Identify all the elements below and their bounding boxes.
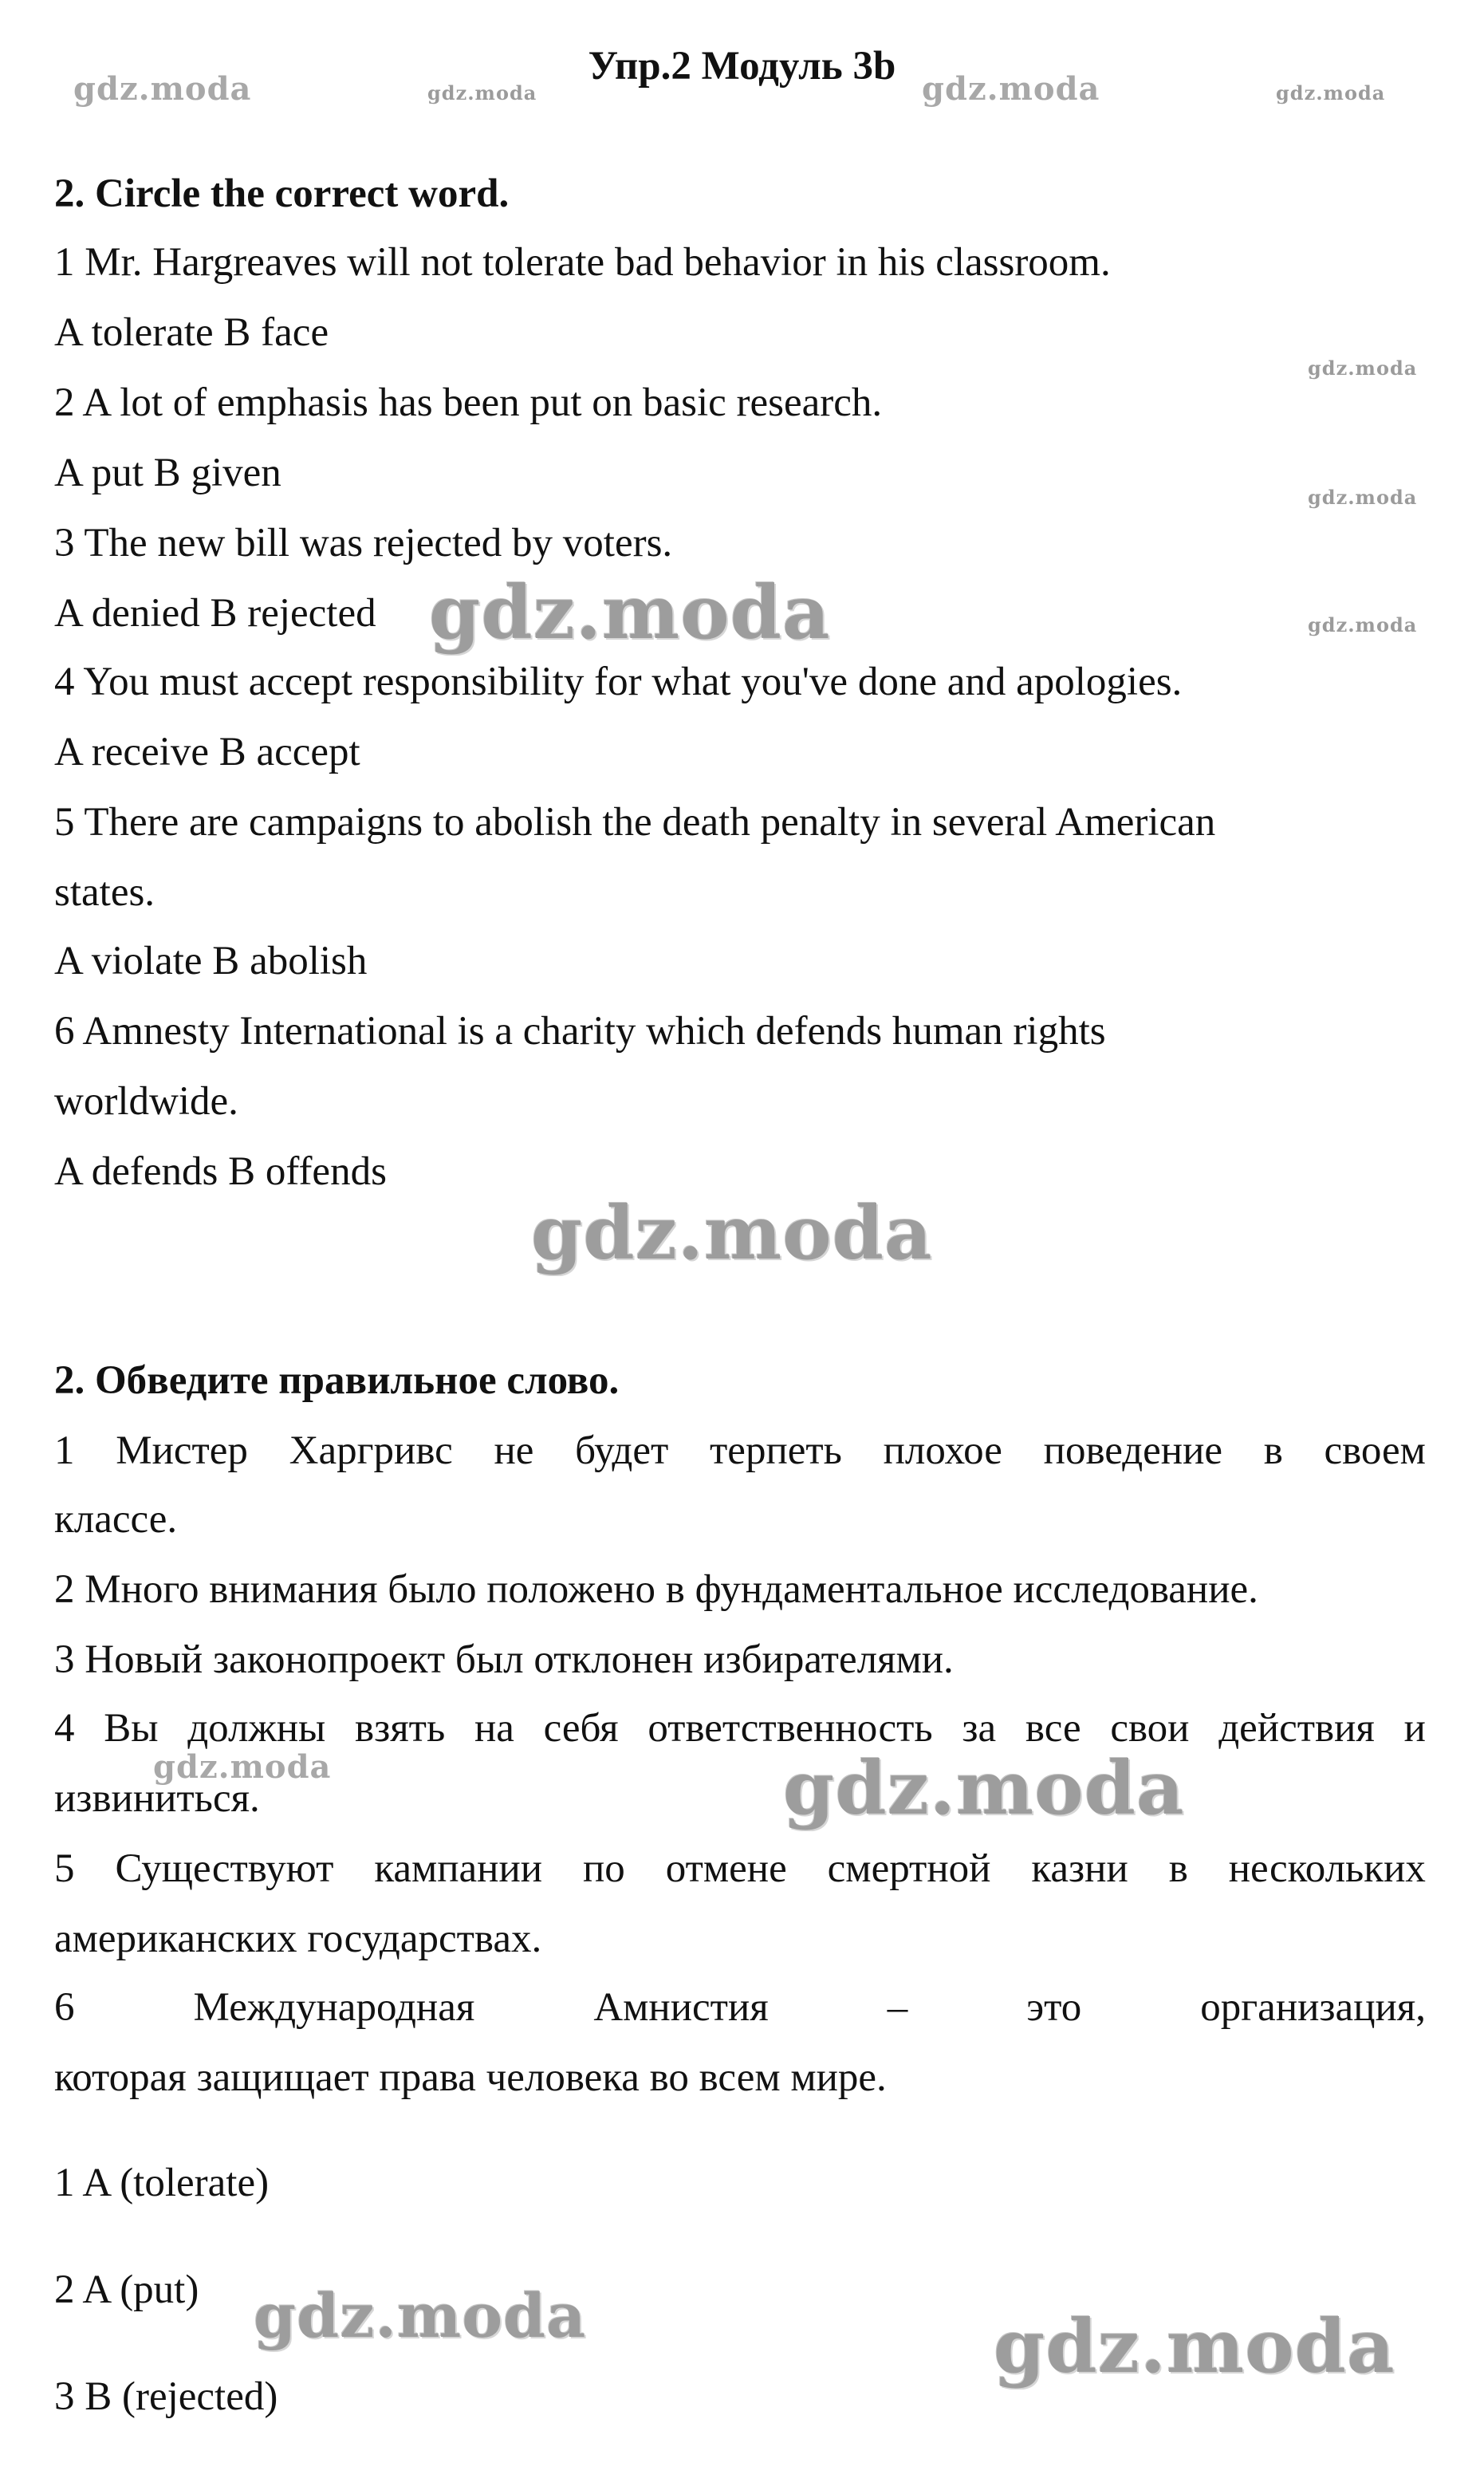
word: в (1263, 1428, 1283, 1473)
watermark: gdz.moda (429, 569, 831, 656)
text-line: A denied B rejected (54, 591, 376, 636)
watermark: gdz.moda (531, 1190, 933, 1276)
text-line: 6 Amnesty International is a charity which defends human rights (54, 1009, 1106, 1054)
text-line: A defends B offends (54, 1149, 387, 1194)
page-title: Упр.2 Модуль 3b (588, 44, 896, 89)
word: терпеть (710, 1428, 842, 1473)
text-line: 4 You must accept responsibility for what you've done and apologies. (54, 660, 1183, 704)
word: поведение (1043, 1428, 1223, 1473)
word: ответственность (648, 1706, 933, 1751)
text-line (54, 1846, 1426, 1891)
text-line: A receive B accept (54, 730, 360, 774)
text-line: 3 The new bill was rejected by voters. (54, 521, 673, 565)
text-line: 3 Новый законопроект был отклонен избирателями. (54, 1637, 954, 1682)
word: 6 (54, 1985, 75, 2030)
word: по (583, 1846, 625, 1891)
text-line (54, 1428, 1426, 1473)
watermark: gdz.moda (1308, 486, 1418, 509)
text-line: states. (54, 870, 155, 915)
word: на (474, 1706, 514, 1751)
text-line: A violate B abolish (54, 939, 368, 983)
word: за (962, 1706, 997, 1751)
word: 1 (54, 1428, 75, 1473)
text-line: американских государствах. (54, 1917, 542, 1961)
word: отмене (665, 1846, 787, 1891)
watermark: gdz.moda (1308, 357, 1418, 380)
word: Харгривс (289, 1428, 453, 1473)
word: нескольких (1228, 1846, 1426, 1891)
watermark: gdz.moda (427, 81, 537, 104)
watermark: gdz.moda (783, 1745, 1185, 1831)
word: – (887, 1985, 908, 2030)
word: 4 (54, 1706, 75, 1751)
word: в (1168, 1846, 1188, 1891)
word: себя (543, 1706, 619, 1751)
word: Существуют (115, 1846, 334, 1891)
watermark: gdz.moda (922, 70, 1100, 108)
watermark: gdz.moda (153, 1748, 332, 1786)
text-line: A put B given (54, 451, 281, 495)
text-line: 2 A lot of emphasis has been put on basic research. (54, 380, 883, 425)
word: 5 (54, 1846, 75, 1891)
text-line (54, 1708, 1426, 1749)
text-line (54, 1985, 1426, 2030)
exercise-heading: 2. Обведите правильное слово. (54, 1358, 620, 1403)
word: своем (1324, 1428, 1426, 1473)
word: будет (575, 1428, 669, 1473)
word: действия (1218, 1706, 1375, 1751)
word: не (494, 1428, 534, 1473)
text-line: 2 Много внимания было положено в фундаментальное исследование. (54, 1567, 1258, 1612)
word: должны (187, 1706, 326, 1751)
text-line: которая защищает права человека во всем мире. (54, 2055, 887, 2100)
watermark: gdz.moda (994, 2303, 1395, 2389)
word: свои (1110, 1706, 1190, 1751)
answer-line: 2 A (put) (54, 2267, 199, 2312)
word: и (1403, 1706, 1426, 1751)
answer-line: 3 B (rejected) (54, 2374, 278, 2419)
word: кампании (374, 1846, 543, 1891)
text-line: worldwide. (54, 1079, 238, 1124)
text-line: 5 There are campaigns to abolish the death penalty in several American (54, 800, 1216, 845)
word: Вы (104, 1706, 159, 1751)
watermark: gdz.moda (1276, 81, 1386, 104)
word: взять (354, 1706, 446, 1751)
watermark: gdz.moda (254, 2280, 587, 2351)
text-line: классе. (54, 1497, 178, 1542)
word: смертной (827, 1846, 991, 1891)
word: плохое (883, 1428, 1002, 1473)
text-line: извиниться. (54, 1776, 260, 1821)
word: Мистер (116, 1428, 248, 1473)
exercise-heading: 2. Circle the correct word. (54, 171, 510, 216)
answer-line: 1 A (tolerate) (54, 2161, 270, 2205)
word: все (1025, 1706, 1081, 1751)
text-line: 1 Mr. Hargreaves will not tolerate bad behavior in his classroom. (54, 240, 1111, 285)
word: это (1026, 1985, 1082, 2030)
word: Амнистия (593, 1985, 769, 2030)
watermark: gdz.moda (73, 70, 252, 108)
word: организация, (1200, 1985, 1426, 2030)
text-line: A tolerate B face (54, 310, 329, 355)
word: казни (1031, 1846, 1128, 1891)
word: Международная (193, 1985, 475, 2030)
watermark: gdz.moda (1308, 613, 1418, 636)
